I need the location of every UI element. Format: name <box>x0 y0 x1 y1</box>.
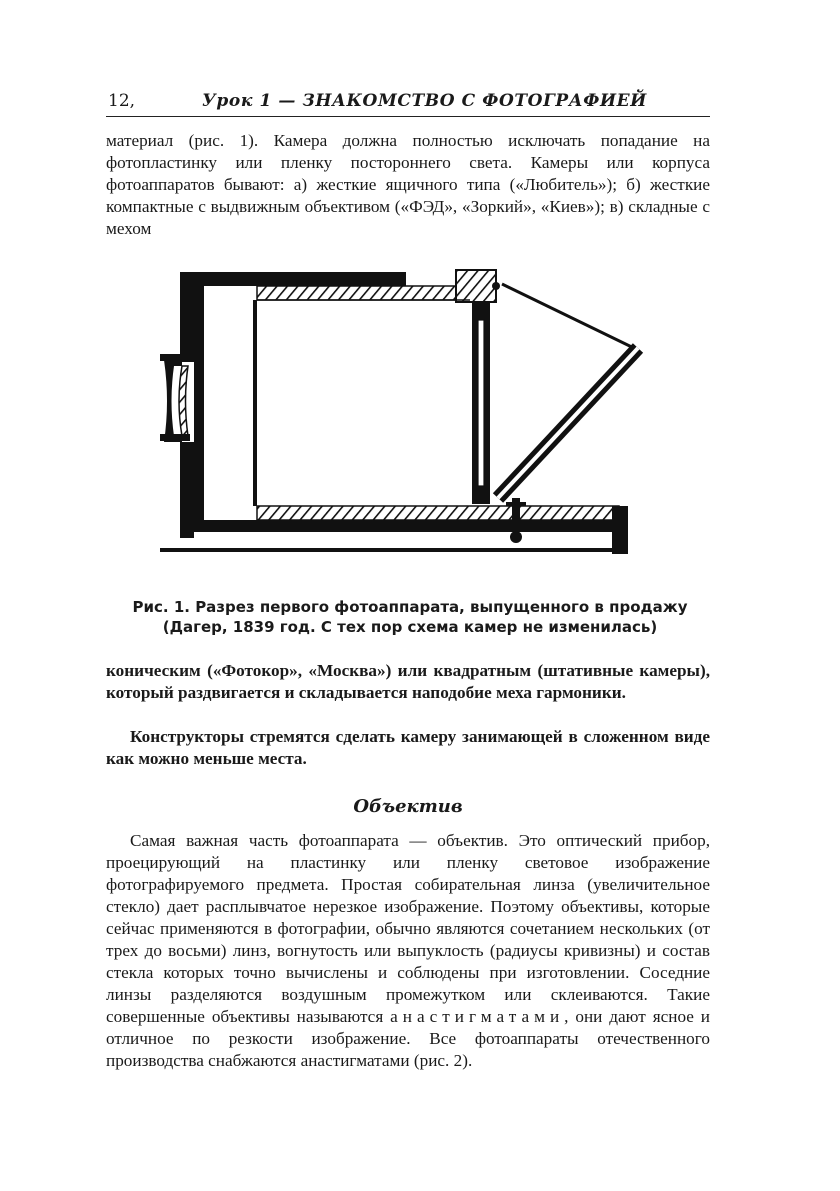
lens-text-after: , они дают ясное и отличное по резкости изображение. Все фотоаппараты отечественного производства снабжаются анастигматами (рис. 2). <box>106 1007 711 1070</box>
page-number: 12, <box>108 91 136 111</box>
section-heading-lens: Объектив <box>353 796 463 817</box>
page-header <box>106 88 710 117</box>
figure-caption <box>120 597 700 637</box>
anastigmat-term: анастигматами <box>390 1007 565 1026</box>
paragraph-bellows: коническим («Фотокор», «Москва») или квадратным (штативные камеры), который раздвигается и складывается наподобие меха гармоники. <box>106 661 710 702</box>
bottom-rail <box>160 506 628 554</box>
lens-element <box>160 354 190 442</box>
paragraph-intro: материал (рис. 1). Камера должна полностью исключать попадание на фотопластинку или пленку постороннего света. Камеры или корпуса фотоаппаратов бывают: а) жесткие ящичного типа («Любитель»); б) жесткие компактные с выдвижным объективом («ФЭД», «Зоркий», «Киев»); в) складные с мехом <box>106 131 710 238</box>
lens-text-before: Самая важная часть фотоаппарата — объектив. Это оптический прибор, проецирующий на пластинку или пленку световое изображение фотографируемого предмета. Простая собирательная линза (увеличительное стекло) дает расплывчатое нерезкое изображение. Поэтому объективы, которые сейчас применяются в фотографии, обычно являются сочетанием нескольких (от трех до восьми) линз, вогнутость или выпуклость (радиусы кривизны) и состав стекла которых точно вычислены и соблюдены при изготовлении. Соседние линзы разделяются воздушным промежутком или склеиваются. Такие совершенные объективы называются <box>106 831 710 1026</box>
inner-box <box>253 300 470 506</box>
camera-cross-section-figure <box>150 262 650 562</box>
plate-holder <box>472 302 490 504</box>
paragraph-lens <box>106 830 710 1072</box>
mirror-flap <box>492 282 638 498</box>
running-head: Урок 1 — ЗНАКОМСТВО С ФОТОГРАФИЕЙ <box>202 91 647 111</box>
figure-caption-line-2: (Дагер, 1839 год. С тех пор схема камер не изменилась) <box>162 618 658 636</box>
paragraph-compact: Конструкторы стремятся сделать камеру занимающей в сложенном виде как можно меньше места. <box>106 727 710 768</box>
camera-front-wall <box>180 272 406 538</box>
figure-caption-line-1: Рис. 1. Разрез первого фотоаппарата, выпущенного в продажу <box>132 598 688 616</box>
